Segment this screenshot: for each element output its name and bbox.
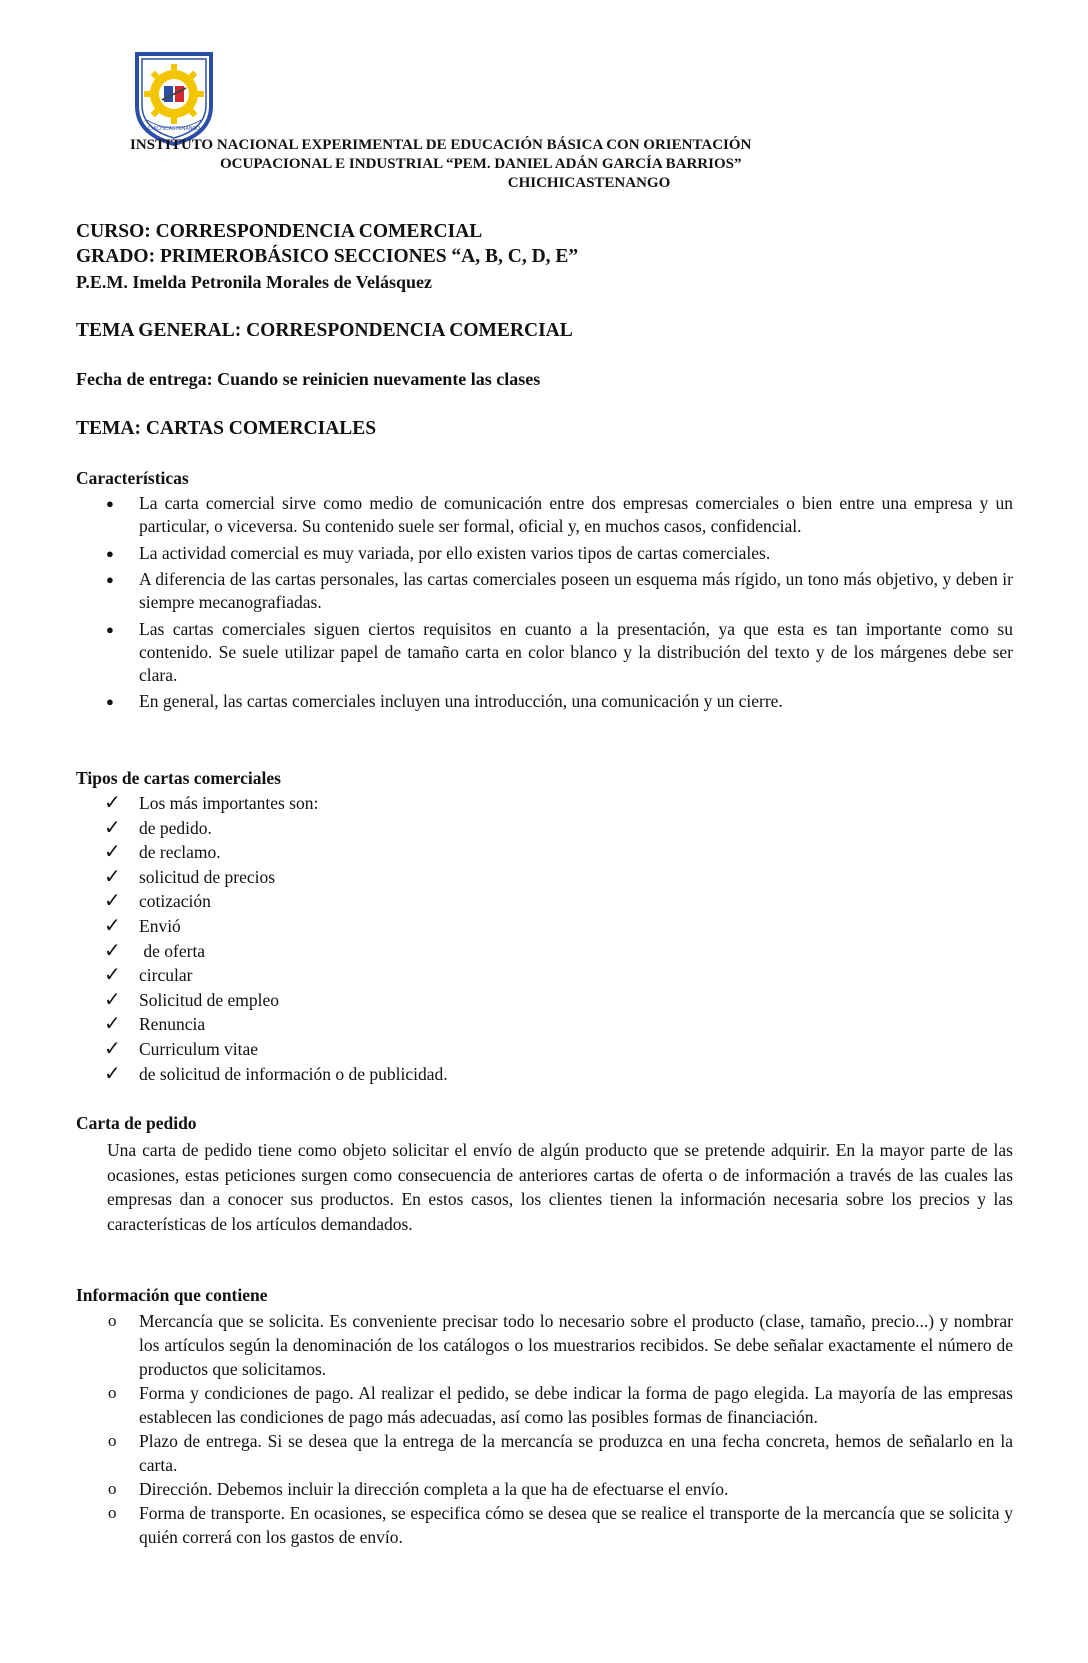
circle-bullet-icon: o bbox=[108, 1383, 117, 1402]
circle-bullet-icon: o bbox=[108, 1503, 117, 1522]
pedido-paragraph: Una carta de pedido tiene como objeto solicitar el envío de algún producto que se pretende adquirir. En la mayor parte de las ocasiones, estas peticiones surgen como consecuencia de anteriores cartas de oferta o de información a través de las cuales las empresas dan a conocer sus productos. En estos casos, los clientes tienen la información necesaria sobre los precios y las características de los artículos demandados. bbox=[107, 1140, 1013, 1234]
section-heading-pedido: Carta de pedido bbox=[76, 1113, 197, 1133]
course-name: CURSO: CORRESPONDENCIA COMERCIAL bbox=[76, 221, 483, 242]
tipos-list bbox=[0, 791, 1088, 1086]
circle-bullet-icon: o bbox=[108, 1311, 117, 1330]
list-item: ✓ Los más importantes son: bbox=[104, 792, 319, 814]
section-heading-tipos: Tipos de cartas comerciales bbox=[76, 768, 281, 788]
list-item: ● En general, las cartas comerciales incluyen una introducción, una comunicación y un cierre. bbox=[0, 690, 1088, 713]
school-logo bbox=[133, 50, 215, 146]
check-icon: ✓ bbox=[104, 1013, 121, 1036]
list-item: ✓ de solicitud de información o de publicidad. bbox=[104, 1062, 448, 1085]
list-item: ✓ Curriculum vitae bbox=[104, 1037, 259, 1060]
check-icon: ✓ bbox=[104, 816, 121, 839]
bullet-icon: ● bbox=[106, 621, 114, 637]
check-icon: ✓ bbox=[104, 841, 121, 864]
check-icon: ✓ bbox=[104, 988, 121, 1011]
check-icon: ✓ bbox=[104, 1062, 121, 1085]
section-heading-caracteristicas: Características bbox=[76, 468, 189, 488]
list-item: ✓ de pedido. bbox=[104, 816, 212, 839]
list-item: o Dirección. Debemos incluir la dirección completa a la que ha de efectuarse el envío. bbox=[108, 1479, 729, 1499]
institute-header bbox=[0, 136, 1088, 193]
list-item: o Forma de transporte. En ocasiones, se especifica cómo se desea que se realice el transporte de la mercancía que se solicita y quién correrá con los gastos de envío. bbox=[108, 1503, 1013, 1547]
bullet-icon: ● bbox=[106, 694, 114, 710]
institute-line-1: INSTITUTO NACIONAL EXPERIMENTAL DE EDUCACIÓN BÁSICA CON ORIENTACIÓN bbox=[130, 137, 752, 153]
logo-caption: CHICHICASTENANGO bbox=[147, 126, 201, 132]
circle-bullet-icon: o bbox=[108, 1431, 117, 1450]
list-item: o Mercancía que se solicita. Es conveniente precisar todo lo necesario sobre el producto (clase, tamaño, precio...) y nombrar los artículos según la denominación de los catálogos o los muestrarios recibidos. Se debe señalar exactamente el número de productos que solicitamos. bbox=[108, 1311, 1013, 1379]
check-icon: ✓ bbox=[104, 964, 121, 987]
list-item: ✓ Renuncia bbox=[104, 1013, 206, 1036]
institute-line-3: CHICHICASTENANGO bbox=[507, 175, 671, 191]
list-item: ● La carta comercial sirve como medio de comunicación entre dos empresas comerciales o bien entre una empresa y un particular, o viceversa. Su contenido suele ser formal, oficial y, en muchos casos, confidencial. bbox=[106, 493, 1013, 536]
list-item: ✓ Solicitud de empleo bbox=[104, 988, 279, 1011]
list-item: ✓ circular bbox=[104, 964, 193, 987]
check-icon: ✓ bbox=[104, 939, 121, 962]
check-icon: ✓ bbox=[104, 890, 121, 913]
list-item: ✓ cotización bbox=[104, 890, 211, 913]
bullet-icon: ● bbox=[106, 572, 114, 588]
informacion-list bbox=[0, 1309, 1088, 1549]
check-icon: ✓ bbox=[104, 1037, 121, 1060]
list-item: ● A diferencia de las cartas personales, las cartas comerciales poseen un esquema más rígido, un tono más objetivo, y deben ir siempre mecanografiadas. bbox=[106, 569, 1013, 613]
list-item: o Plazo de entrega. Si se desea que la entrega de la mercancía se produzca en una fecha concreta, hemos de señalarlo en la carta. bbox=[108, 1431, 1013, 1475]
section-heading-informacion: Información que contiene bbox=[76, 1285, 268, 1305]
check-icon: ✓ bbox=[104, 792, 121, 814]
institute-line-2: OCUPACIONAL E INDUSTRIAL “PEM. DANIEL ADÁN GARCÍA BARRIOS” bbox=[220, 156, 742, 172]
teacher-name: P.E.M. Imelda Petronila Morales de Velásquez bbox=[76, 272, 432, 292]
bullet-icon: ● bbox=[106, 496, 114, 511]
list-item: ✓ Envió bbox=[104, 914, 181, 937]
bullet-icon: ● bbox=[106, 545, 114, 561]
general-topic: TEMA GENERAL: CORRESPONDENCIA COMERCIAL bbox=[76, 320, 573, 341]
topic: TEMA: CARTAS COMERCIALES bbox=[76, 418, 377, 439]
caracteristicas-list bbox=[0, 492, 1088, 713]
grade-sections: GRADO: PRIMEROBÁSICO SECCIONES “A, B, C, D, E” bbox=[76, 246, 579, 267]
check-icon: ✓ bbox=[104, 914, 121, 937]
list-item: ● La actividad comercial es muy variada, por ello existen varios tipos de cartas comerciales. bbox=[0, 542, 1088, 565]
list-item: ✓ de oferta bbox=[104, 939, 206, 962]
circle-bullet-icon: o bbox=[108, 1479, 117, 1498]
list-item: ● Las cartas comerciales siguen ciertos requisitos en cuanto a la presentación, ya que esta es tan importante como su contenido. Se suele utilizar papel de tamaño carta en color blanco y la distribución del texto y de los márgenes debe ser clara. bbox=[106, 618, 1013, 685]
check-icon: ✓ bbox=[104, 865, 121, 888]
list-item: o Forma y condiciones de pago. Al realizar el pedido, se debe indicar la forma de pago elegida. La mayoría de las empresas establecen las condiciones de pago más adecuadas, así como las posibles formas de financiación. bbox=[108, 1383, 1013, 1427]
list-item: ✓ de reclamo. bbox=[104, 841, 221, 864]
list-item: ✓ solicitud de precios bbox=[104, 865, 276, 888]
delivery-date: Fecha de entrega: Cuando se reinicien nuevamente las clases bbox=[76, 369, 541, 389]
